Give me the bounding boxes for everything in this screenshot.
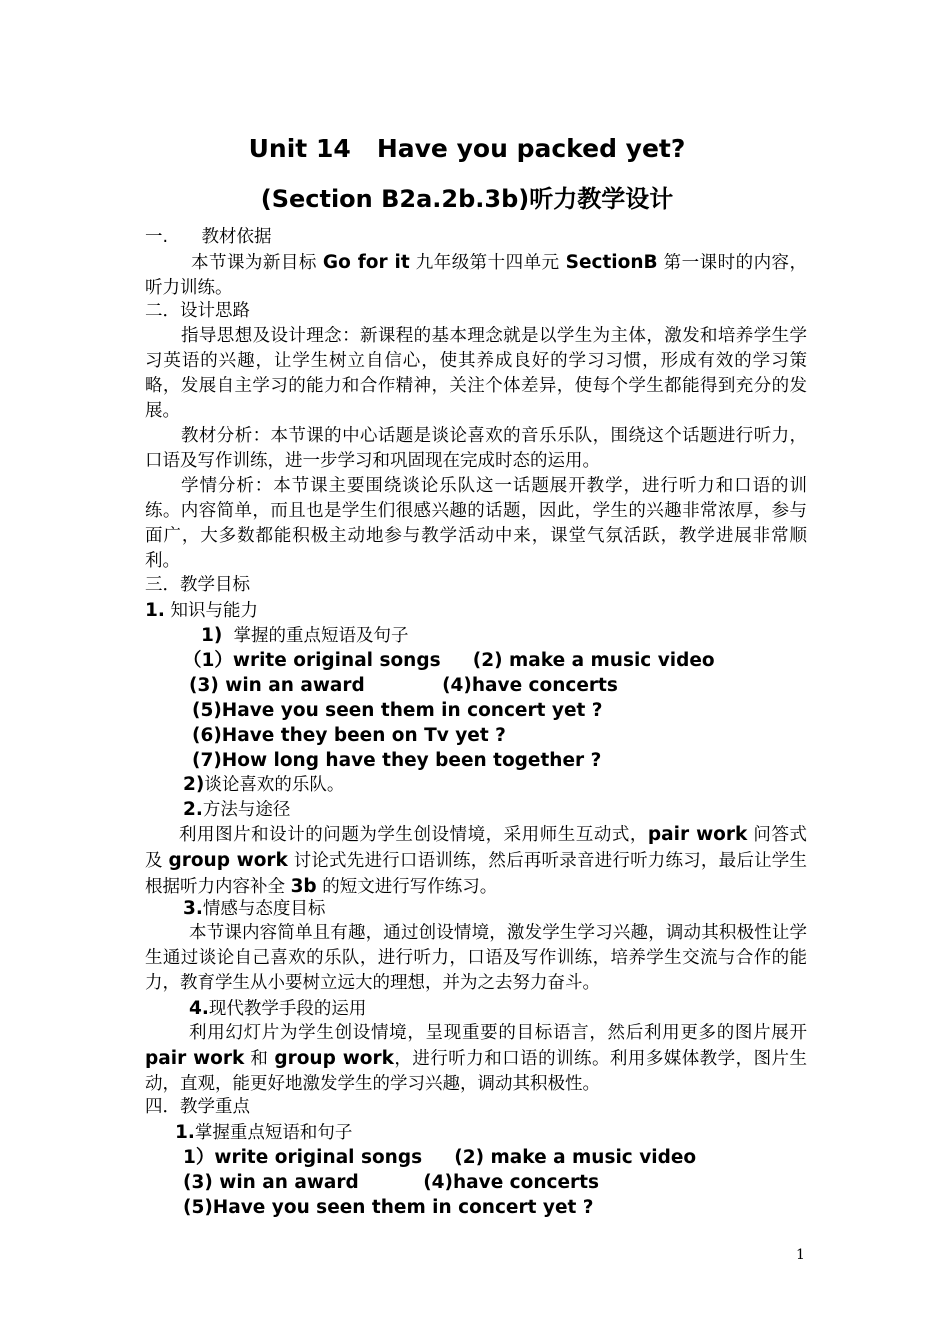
goal-3-heading <box>183 896 325 922</box>
phrase-line: (3) win an award (4)have concerts <box>189 675 618 696</box>
text-run: Go for it <box>322 252 410 273</box>
phrase-line: （1）write original songs (2) make a music video <box>183 650 715 671</box>
text-run: 利用幻灯片为学生创设情境，呈现重要的目标语言，然后利用更多的图片展开 <box>189 1023 807 1043</box>
section-4-heading: 四．教学重点 <box>145 1097 250 1117</box>
goal-number: 2. <box>183 799 203 820</box>
student-analysis-paragraph: 学情分析：本节课主要围绕谈论乐队这一话题展开教学，进行听力和口语的训练。内容简单，而且也是学生们很感兴趣的话题，因此，学生的兴趣非常浓厚，参与面广，大多数都能积极主动地参与教学活动中来，课堂气氛活跃，教学进展非常顺利。 <box>145 476 807 571</box>
goal-4-heading <box>189 996 366 1022</box>
text-run: 本节课为新目标 <box>191 253 323 273</box>
goal-number: 3. <box>183 898 203 919</box>
text-run: ，进行听力和口语的训练。利用多媒体教学，图片生动，直观，能更好地激发学生的学习兴趣，调动其积极性。 <box>145 1049 807 1094</box>
goal-label: 知识与能力 <box>164 601 258 621</box>
key-number: 1. <box>175 1122 195 1143</box>
page-number: 1 <box>796 1247 805 1263</box>
goal-2-paragraph <box>145 822 807 900</box>
goal-2-heading <box>183 797 290 823</box>
text-run: group work <box>168 850 288 871</box>
phrase-line: (5)Have you seen them in concert yet ? <box>192 700 603 721</box>
text-run: 第一课时的内容，听力训练。 <box>145 253 808 298</box>
phrase-line: (5)Have you seen them in concert yet ? <box>183 1197 594 1218</box>
text-run: 和 <box>244 1049 275 1069</box>
text-run: pair work <box>647 824 748 845</box>
material-analysis-paragraph: 教材分析：本节课的中心话题是谈论喜欢的音乐乐队，围绕这个话题进行听力，口语及写作训练，进一步学习和巩固现在完成时态的运用。 <box>145 426 807 471</box>
goal-label: 现代教学手段的运用 <box>208 999 367 1019</box>
text-run: 九年级第十四单元 <box>409 253 566 273</box>
sub-number: 2) <box>183 774 205 795</box>
section-1-heading: 一. 教材依据 <box>145 227 272 247</box>
key-label: 掌握重点短语和句子 <box>194 1123 353 1143</box>
document-subtitle: (Section B2a.2b.3b)听力教学设计 <box>260 185 674 213</box>
goal-label: 方法与途径 <box>202 800 291 820</box>
text-run: 讨论式先进行口语训练，然后再听录音进行听力练习，最后让学生根据听力内容补全 <box>145 851 807 897</box>
phrase-line: (3) win an award (4)have concerts <box>183 1172 600 1193</box>
goal-1-heading <box>145 598 258 624</box>
text-run: SectionB <box>565 252 658 273</box>
goal-1-sub-2 <box>183 772 344 798</box>
goal-3-paragraph: 本节课内容简单且有趣，通过创设情境，激发学生学习兴趣，调动其积极性让学生通过谈论自己喜欢的乐队，进行听力，口语及写作训练，培养学生交流与合作的能力，教育学生从小要树立远大的理想，并为之去努力奋斗。 <box>145 923 807 993</box>
document-title: Unit 14 Have you packed yet? <box>248 134 686 163</box>
text-run: group work <box>274 1048 394 1069</box>
section-1-paragraph <box>145 250 807 301</box>
text-run: 问答式及 <box>145 825 807 871</box>
phrase-line: 1）write original songs (2) make a music video <box>183 1147 697 1168</box>
sub-label: 谈论喜欢的乐队。 <box>204 775 345 795</box>
goal-number: 4. <box>189 998 209 1019</box>
goal-4-paragraph <box>145 1021 807 1097</box>
text-run: 3b <box>290 876 317 897</box>
phrase-line: (7)How long have they been together ? <box>192 750 602 771</box>
design-philosophy-paragraph: 指导思想及设计理念：新课程的基本理念就是以学生为主体，激发和培养学生学习英语的兴趣，让学生树立自信心，使其养成良好的学习习惯，形成有效的学习策略，发展自主学习的能力和合作精神，关注个体差异，使每个学生都能得到充分的发展。 <box>145 326 807 421</box>
goal-label: 情感与态度目标 <box>202 899 326 919</box>
text-run: 利用图片和设计的问题为学生创设情境，采用师生互动式， <box>179 825 648 845</box>
goal-number: 1. <box>145 600 165 621</box>
section-3-heading: 三．教学目标 <box>145 575 250 595</box>
phrase-line: (6)Have they been on Tv yet ? <box>192 725 506 746</box>
sub-label: 掌握的重点短语及句子 <box>222 626 409 646</box>
text-run: pair work <box>145 1048 245 1069</box>
goal-1-sub-1 <box>201 623 408 649</box>
sub-number: 1) <box>201 625 223 646</box>
section-2-heading: 二．设计思路 <box>145 301 250 321</box>
text-run: 的短文进行写作练习。 <box>316 877 498 897</box>
key-1-heading <box>175 1120 352 1146</box>
